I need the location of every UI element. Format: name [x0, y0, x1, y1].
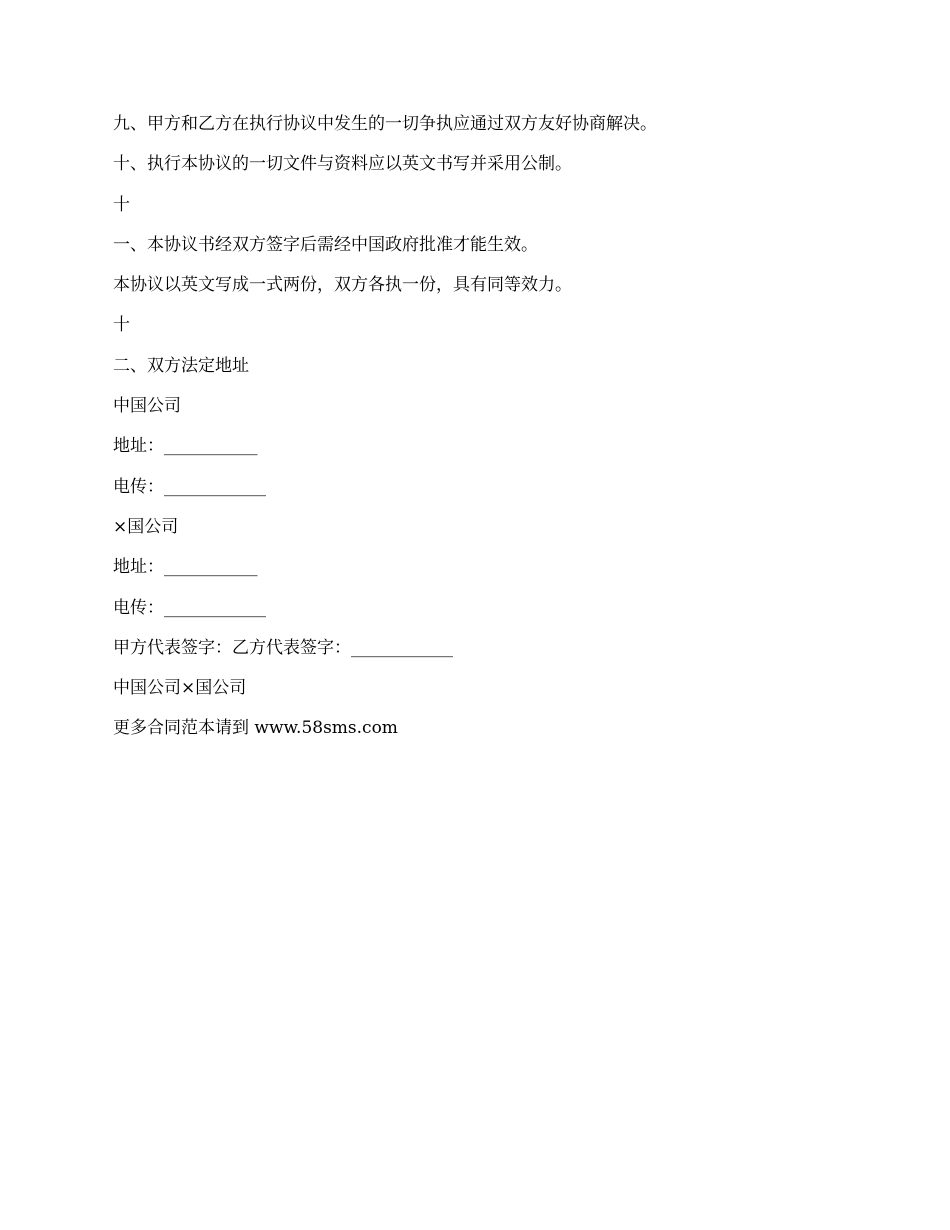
- document-body: [113, 111, 853, 756]
- clause-11-text: 一、本协议书经双方签字后需经中国政府批准才能生效。: [113, 234, 538, 255]
- clause-12-text: 二、双方法定地址: [113, 355, 249, 376]
- signature-companies: 中国公司×国公司: [113, 678, 247, 699]
- party-a-address-field: 地址：___________: [113, 436, 258, 457]
- clause-9: 九、甲方和乙方在执行协议中发生的一切争执应通过双方友好协商解决。: [113, 114, 657, 134]
- clause-12-number: 十: [113, 315, 130, 336]
- footer-link-text: 更多合同范本请到 www.58sms.com: [113, 718, 398, 739]
- signature-line: 甲方代表签字：乙方代表签字：____________: [113, 637, 453, 658]
- copies-statement: 本协议以英文写成一式两份，双方各执一份，具有同等效力。: [113, 275, 572, 296]
- party-b-name: ×国公司: [113, 516, 179, 537]
- party-a-telex-field: 电传：____________: [113, 476, 266, 497]
- party-b-telex-field: 电传：____________: [113, 597, 266, 618]
- clause-10: 十、执行本协议的一切文件与资料应以英文书写并采用公制。: [113, 154, 572, 175]
- clause-11-number: 十: [113, 194, 130, 215]
- party-b-address-field: 地址：___________: [113, 557, 258, 578]
- party-a-name: 中国公司: [113, 396, 181, 417]
